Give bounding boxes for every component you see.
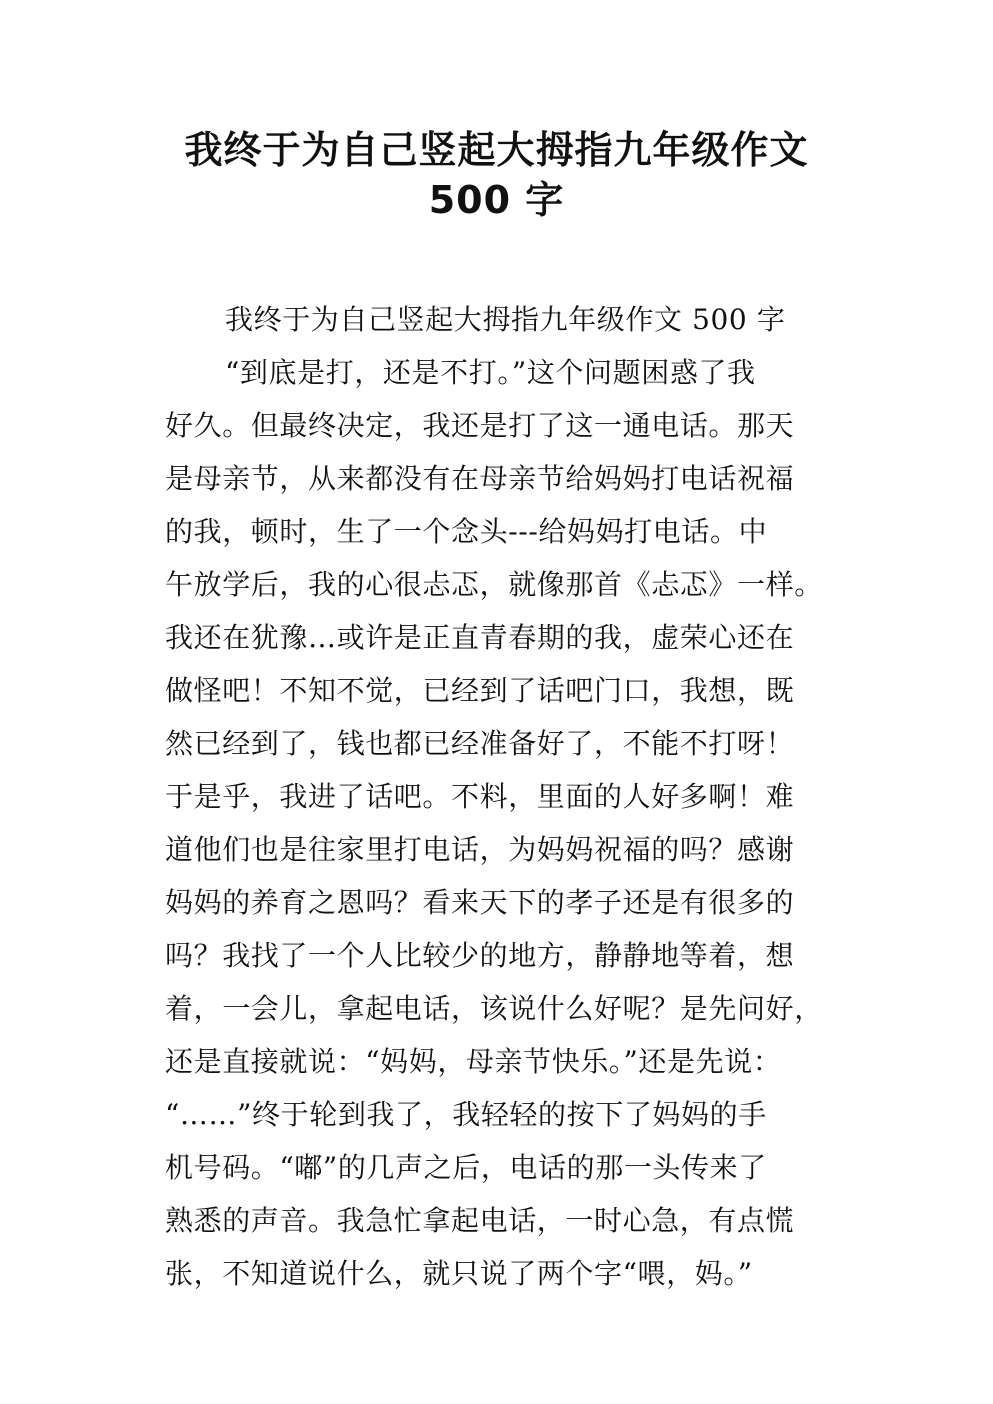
document-subtitle: 我终于为自己竖起大拇指九年级作文 500 字 bbox=[225, 303, 786, 336]
paragraph-line: 妈妈的养育之恩吗？看来天下的孝子还是有很多的 bbox=[165, 886, 795, 919]
paragraph-line: 吗？我找了一个人比较少的地方，静静地等着，想 bbox=[165, 939, 795, 972]
paragraph-line: 然已经到了，钱也都已经准备好了，不能不打呀！ bbox=[165, 727, 795, 760]
paragraph-line: 我还在犹豫…或许是正直青春期的我，虚荣心还在 bbox=[165, 621, 795, 654]
paragraph-line: 午放学后，我的心很忐忑，就像那首《忐忑》一样。 bbox=[165, 568, 823, 601]
paragraph-line: 机号码。“嘟”的几声之后，电话的那一头传来了 bbox=[165, 1151, 767, 1184]
paragraph-line: 的我，顿时，生了一个念头---给妈妈打电话。中 bbox=[165, 515, 768, 548]
paragraph-line: 于是乎，我进了话吧。不料，里面的人好多啊！难 bbox=[165, 780, 795, 813]
paragraph-line: “到底是打，还是不打。”这个问题困惑了我 bbox=[225, 356, 756, 389]
paragraph-line: 做怪吧！不知不觉，已经到了话吧门口，我想，既 bbox=[165, 674, 795, 707]
paragraph-line: 道他们也是往家里打电话，为妈妈祝福的吗？感谢 bbox=[165, 833, 795, 866]
paragraph-line: 是母亲节，从来都没有在母亲节给妈妈打电话祝福 bbox=[165, 462, 795, 495]
document-title: 我终于为自己竖起大拇指九年级作文 bbox=[184, 128, 809, 172]
paragraph-line: “……”终于轮到我了，我轻轻的按下了妈妈的手 bbox=[165, 1098, 767, 1131]
paragraph-line: 着，一会儿，拿起电话，该说什么好呢？是先问好， bbox=[165, 992, 823, 1025]
paragraph-line: 熟悉的声音。我急忙拿起电话，一时心急，有点慌 bbox=[165, 1204, 795, 1237]
document-title-continued: 500 字 bbox=[428, 178, 565, 222]
paragraph-line: 张，不知道说什么，就只说了两个字“喂，妈。” bbox=[165, 1257, 753, 1290]
paragraph-line: 还是直接就说：“妈妈，母亲节快乐。”还是先说： bbox=[165, 1045, 782, 1078]
paragraph-line: 好久。但最终决定，我还是打了这一通电话。那天 bbox=[165, 409, 795, 442]
